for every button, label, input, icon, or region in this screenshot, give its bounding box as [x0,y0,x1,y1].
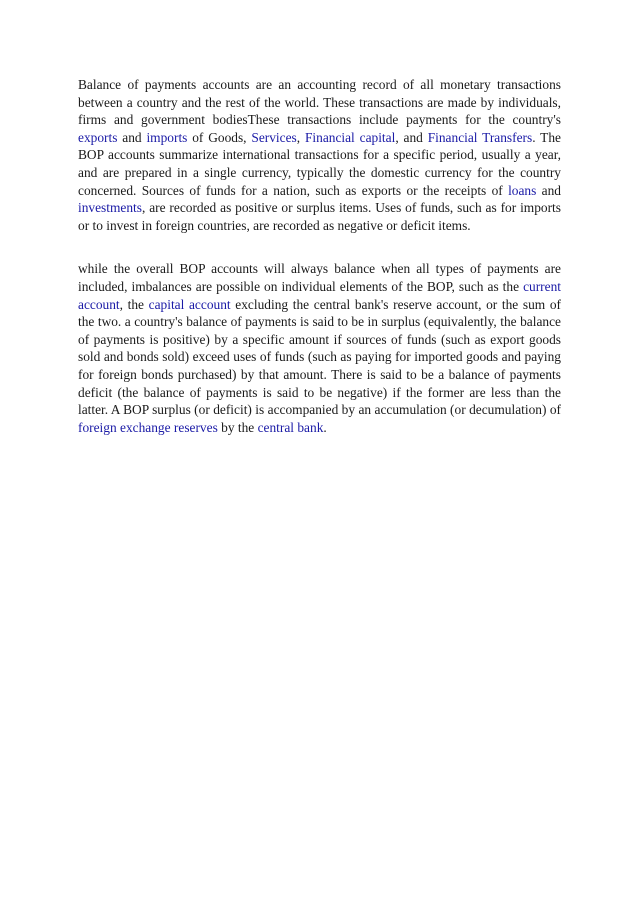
link-financial-transfers[interactable]: Financial Transfers [427,129,533,145]
text-run: , the [119,296,149,312]
text-run: by the [217,419,258,435]
text-run: , [296,129,305,145]
link-exports[interactable]: exports [78,129,118,145]
text-run: while the overall BOP accounts will always balance when all types of payments are included, imbalances are possible on individual elements of the BOP, such as the [78,261,561,294]
link-loans[interactable]: loans [508,182,537,198]
paragraph-1 [78,76,561,234]
link-imports[interactable]: imports [146,129,188,145]
link-investments[interactable]: investments [78,200,142,216]
text-run: . [323,419,327,435]
text-run: and [117,129,147,145]
text-run: Balance of payments accounts are an accounting record of all monetary transactions between a country and the rest of the world. These transactions are made by individuals, firms and government bodiesThese transactions include payments for the country's [78,77,561,128]
text-run: , and [395,129,428,145]
text-run: . The BOP accounts summarize international transactions for a specific period, usually a year, and are prepared in a single currency, typically the domestic currency for the country concerned. Sources of funds for a nation, such as exports or the receipts of [78,129,561,198]
document-body [78,76,561,436]
link-central-bank[interactable]: central bank [257,419,324,435]
link-services[interactable]: Services [251,129,297,145]
text-run: and [536,182,561,198]
paragraph-2 [78,260,561,436]
link-financial-capital[interactable]: Financial capital [304,129,396,145]
link-foreign-exchange-reserves[interactable]: foreign exchange reserves [78,419,218,435]
text-run: of Goods, [187,129,252,145]
link-capital-account[interactable]: capital account [148,296,231,312]
link-current-account[interactable]: current account [78,278,561,312]
text-run: excluding the central bank's reserve account, or the sum of the two. a country's balance of payments is said to be in surplus (equivalently, the balance of payments is positive) by a specific amount if sources of funds (such as export goods sold and bonds sold) exceed uses of funds (such as paying for imported goods and paying for foreign bonds purchased) by that amount. There is said to be a balance of payments deficit (the balance of payments is said to be negative) if the former are less than the latter. A BOP surplus (or deficit) is accompanied by an accumulation (or decumulation) of [78,296,562,418]
text-run: , are recorded as positive or surplus items. Uses of funds, such as for imports or to invest in foreign countries, are recorded as negative or deficit items. [78,200,561,233]
